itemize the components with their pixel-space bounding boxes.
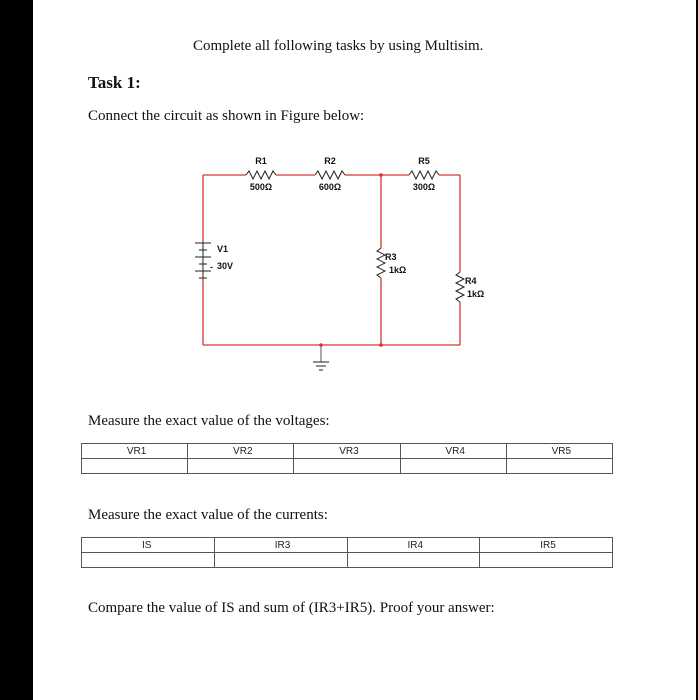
ir4-value-cell[interactable] <box>347 553 480 568</box>
resistor-r2 <box>315 156 345 192</box>
v1-ref: V1 <box>217 244 229 254</box>
battery-v1 <box>195 243 233 278</box>
current-table <box>81 537 613 568</box>
vr1-header: VR1 <box>82 444 188 459</box>
ir5-value-cell[interactable] <box>480 553 613 568</box>
vr4-header: VR4 <box>400 444 506 459</box>
vr4-value-cell[interactable] <box>400 459 506 474</box>
svg-text:-: - <box>210 262 213 272</box>
resistor-r1 <box>246 156 276 192</box>
v1-value: 30V <box>217 261 234 271</box>
compare-instruction: Compare the value of IS and sum of (IR3+IR5). Proof your answer: <box>88 600 495 616</box>
task-label: Task 1: <box>88 73 141 92</box>
r2-value: 600Ω <box>318 182 342 192</box>
is-value-cell[interactable] <box>82 553 215 568</box>
ground-icon <box>313 362 329 370</box>
r1-value: 500Ω <box>249 182 273 192</box>
r3-ref: R3 <box>385 252 397 262</box>
voltage-table <box>81 443 613 474</box>
circuit-diagram <box>33 140 696 390</box>
ir3-value-cell[interactable] <box>214 553 347 568</box>
ir5-header: IR5 <box>480 538 613 553</box>
r4-ref: R4 <box>465 276 477 286</box>
currents-instruction: Measure the exact value of the currents: <box>88 507 328 523</box>
resistor-r4 <box>456 272 484 302</box>
vr5-value-cell[interactable] <box>506 459 612 474</box>
resistor-r3 <box>377 248 406 278</box>
vr2-header: VR2 <box>188 444 294 459</box>
vr2-value-cell[interactable] <box>188 459 294 474</box>
resistor-r5 <box>409 156 439 192</box>
voltage-header-row <box>82 444 613 459</box>
current-header-row <box>82 538 613 553</box>
r5-value: 300Ω <box>412 182 436 192</box>
vr3-value-cell[interactable] <box>294 459 400 474</box>
vr5-header: VR5 <box>506 444 612 459</box>
vr3-header: VR3 <box>294 444 400 459</box>
current-value-row <box>82 553 613 568</box>
voltage-value-row <box>82 459 613 474</box>
r4-value: 1kΩ <box>467 289 485 299</box>
ir4-header: IR4 <box>347 538 480 553</box>
document-page <box>33 0 696 700</box>
r1-ref: R1 <box>255 156 267 166</box>
page-heading: Complete all following tasks by using Multisim. <box>193 38 484 54</box>
voltages-instruction: Measure the exact value of the voltages: <box>88 413 330 429</box>
is-header: IS <box>82 538 215 553</box>
ir3-header: IR3 <box>214 538 347 553</box>
vr1-value-cell[interactable] <box>82 459 188 474</box>
circuit-wires <box>203 175 460 345</box>
r5-ref: R5 <box>418 156 430 166</box>
r2-ref: R2 <box>324 156 336 166</box>
task-instruction: Connect the circuit as shown in Figure below: <box>88 108 365 124</box>
r3-value: 1kΩ <box>389 265 407 275</box>
